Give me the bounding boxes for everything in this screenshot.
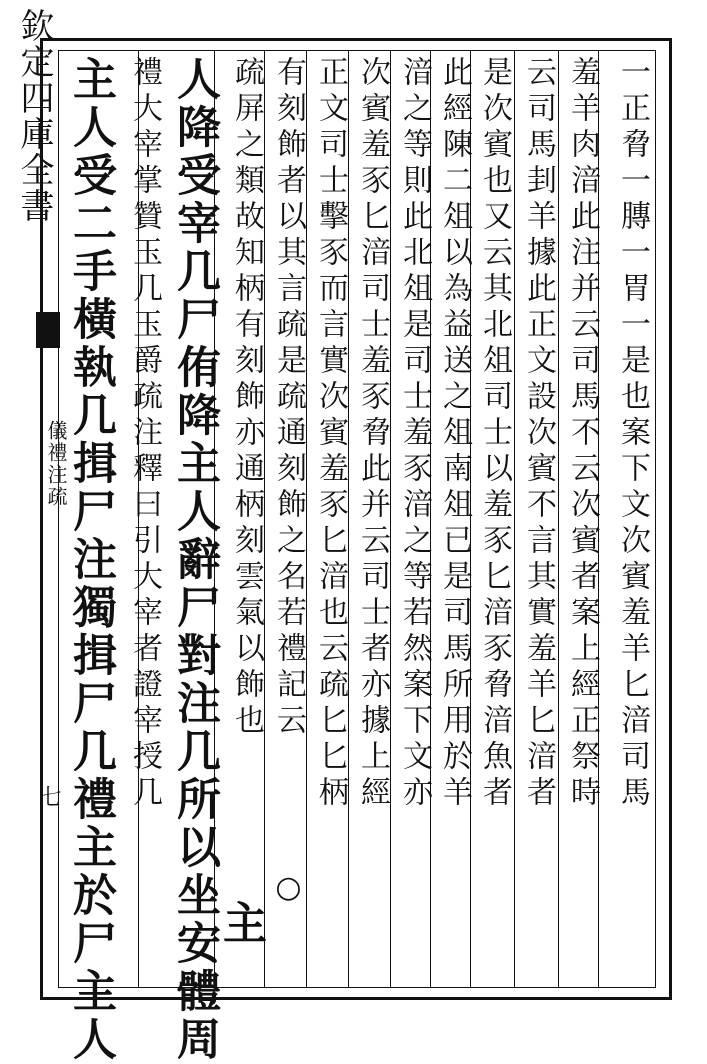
text-column-11: 人降受宰几尸侑降主人辭尸對注几所以坐安體周 <box>169 56 220 1064</box>
text-column-7: 次賓羞豕匕湆司士羞豕脅此并云司士者亦據上經 <box>355 56 390 812</box>
margin-book-title: 儀禮注疏 <box>44 420 68 508</box>
text-column-10: 疏屏之類故知柄有刻飾亦通柄刻雲氣以飾也 <box>229 56 264 740</box>
column-rule <box>558 50 559 988</box>
column-rule <box>514 50 515 988</box>
text-column-13: 主人受二手橫執几揖尸注獨揖尸几禮主於尸主人 <box>65 56 116 1064</box>
text-column-12-body: 禮大宰掌贊玉几玉爵疏注釋曰引大宰者證宰授几 <box>127 56 162 812</box>
text-column-9 <box>268 56 308 986</box>
margin-page-number: 七 <box>36 785 61 807</box>
text-column-8: 正文司士擊豕而言實次賓羞豕匕湆也云疏匕匕柄 <box>313 56 348 812</box>
text-column-3: 云司馬刲羊據此正文設次賓不言其實羞羊匕湆者 <box>521 56 556 812</box>
text-column-6: 湆之等則此北俎是司士羞豕湆之等若然案下文亦 <box>397 56 432 812</box>
margin-black-bar <box>36 312 60 348</box>
circle-marker: ○ <box>271 870 306 911</box>
text-column-4: 是次賓也又云其北俎司士以羞豕匕湆豕脅湆魚者 <box>477 56 512 812</box>
text-column-2: 羞羊肉湆此注并云司馬不云次賓者案上經正祭時 <box>565 56 600 812</box>
text-column-1: 一正脅一膞一胃一是也案下文次賓羞羊匕湆司馬 <box>615 56 650 812</box>
text-column-9-body: 有刻飾者以其言疏是疏通刻飾之名若禮記云 <box>271 56 306 740</box>
column-10-tail: 主 <box>215 900 266 948</box>
text-column-12 <box>112 56 164 986</box>
margin-collection-title: 欽定四庫全書 <box>14 8 54 224</box>
text-column-5: 此經陳二俎以為益送之俎南俎已是司馬所用於羊 <box>437 56 472 812</box>
